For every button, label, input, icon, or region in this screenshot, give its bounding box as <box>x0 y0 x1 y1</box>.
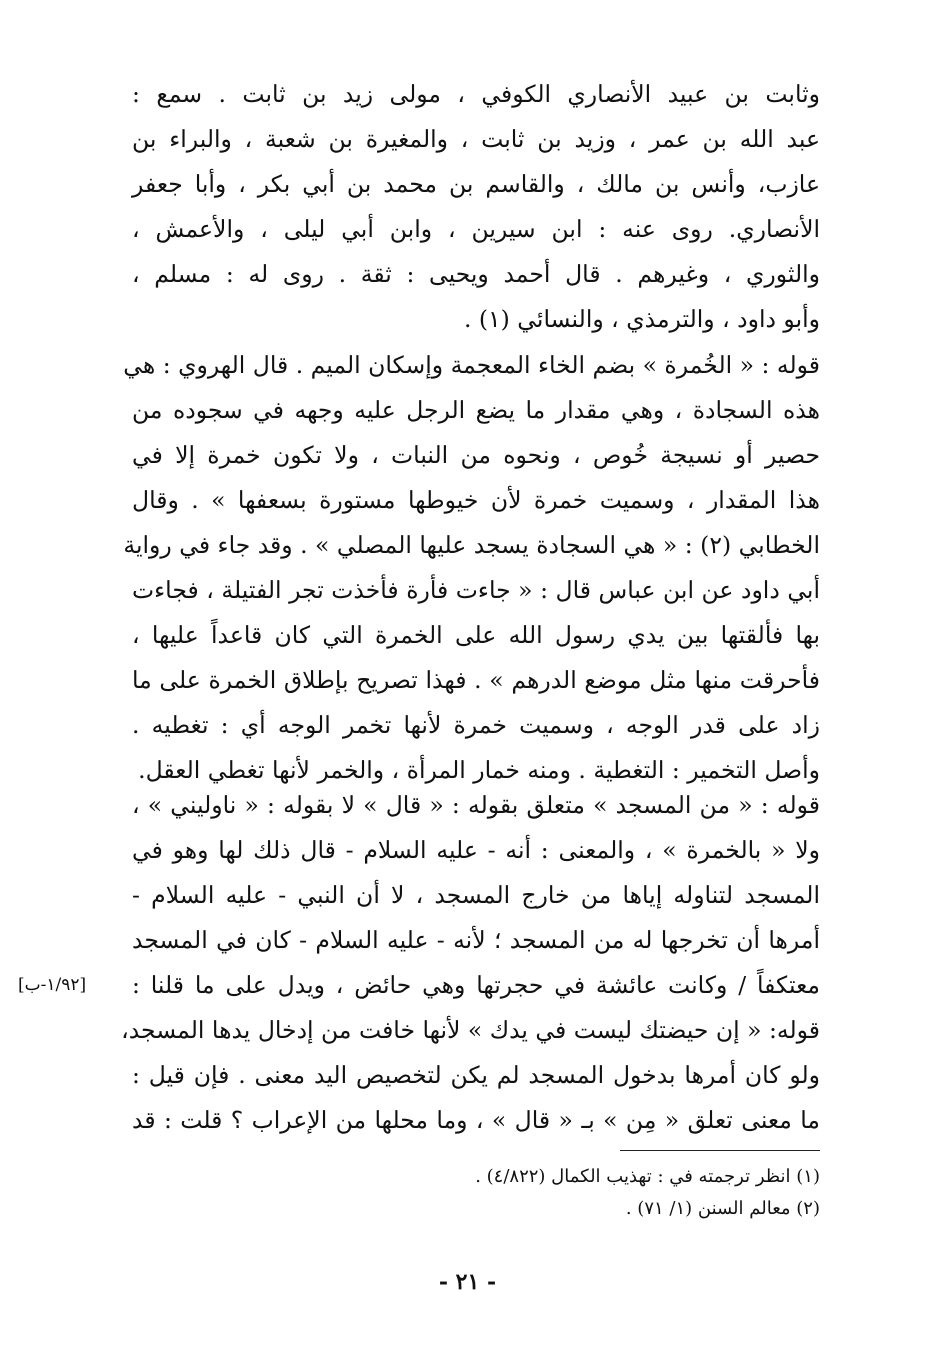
text-line: حصير أو نسيجة خُوص ، ونحوه من النبات ، ولا تكون خمرة إلا في <box>132 441 820 469</box>
page-number: - ٢١ - <box>438 1269 497 1295</box>
text-line: زاد على قدر الوجه ، وسميت خمرة لأنها تخمر الوجه أي : تغطيه . <box>132 711 820 739</box>
text-line: الأنصاري. روى عنه : ابن سيرين ، وابن أبي ليلى ، والأعمش ، <box>132 215 820 243</box>
text-line: عبد الله بن عمر ، وزيد بن ثابت ، والمغيرة بن شعبة ، والبراء بن <box>132 125 820 153</box>
text-line: الخطابي (٢) : « هي السجادة يسجد عليها المصلي » . وقد جاء في رواية <box>123 531 820 559</box>
text-line: أمرها أن تخرجها له من المسجد ؛ لأنه - عليه السلام - كان في المسجد <box>132 926 820 954</box>
text-line: هذه السجادة ، وهي مقدار ما يضع الرجل عليه وجهه في سجوده من <box>132 396 820 424</box>
text-line: قوله: « إن حيضتك ليست في يدك » لأنها خافت من إدخال يدها المسجد، <box>121 1016 820 1044</box>
footnote-2: (٢) معالم السنن (١/ ٧١) . <box>625 1198 820 1219</box>
margin-folio-note: [١/٩٢-ب] <box>18 975 87 995</box>
text-line: بها فألقتها بين يدي رسول الله على الخمرة التي كان قاعداً عليها ، <box>132 621 820 649</box>
footnote-1: (١) انظر ترجمته في : تهذيب الكمال (٤/٨٢٢) . <box>475 1166 820 1187</box>
text-line: ما معنى تعلق « مِن » بـ « قال » ، وما محلها من الإعراب ؟ قلت : قد <box>132 1106 820 1134</box>
text-line: وثابت بن عبيد الأنصاري الكوفي ، مولى زيد بن ثابت . سمع : <box>132 80 820 108</box>
text-line: ولو كان أمرها بدخول المسجد لم يكن لتخصيص اليد معنى . فإن قيل : <box>132 1061 820 1089</box>
text-line: عازب، وأنس بن مالك ، والقاسم بن محمد بن أبي بكر ، وأبا جعفر <box>132 170 820 198</box>
text-line: معتكفاً / وكانت عائشة في حجرتها وهي حائض ، ويدل على ما قلنا : <box>132 971 820 999</box>
text-line: قوله : « الخُمرة » بضم الخاء المعجمة وإسكان الميم . قال الهروي : هي <box>123 351 820 379</box>
text-line: فأحرقت منها مثل موضع الدرهم » . فهذا تصريح بإطلاق الخمرة على ما <box>132 666 820 694</box>
text-line: قوله : « من المسجد » متعلق بقوله : « قال » لا بقوله : « ناوليني » ، <box>132 791 820 819</box>
text-line: وأبو داود ، والترمذي ، والنسائي (١) . <box>463 305 820 333</box>
footnote-separator <box>620 1150 820 1151</box>
text-line: وأصل التخمير : التغطية . ومنه خمار المرأة ، والخمر لأنها تغطي العقل. <box>138 756 820 784</box>
text-line: المسجد لتناوله إياها من خارج المسجد ، لا أن النبي - عليه السلام - <box>132 881 820 909</box>
text-line: هذا المقدار ، وسميت خمرة لأن خيوطها مستورة بسعفها » . وقال <box>132 486 820 514</box>
text-line: أبي داود عن ابن عباس قال : « جاءت فأرة فأخذت تجر الفتيلة ، فجاءت <box>132 576 820 604</box>
text-line: والثوري ، وغيرهم . قال أحمد ويحيى : ثقة . روى له : مسلم ، <box>132 260 820 288</box>
text-line: ولا « بالخمرة » ، والمعنى : أنه - عليه السلام - قال ذلك لها وهو في <box>132 836 820 864</box>
